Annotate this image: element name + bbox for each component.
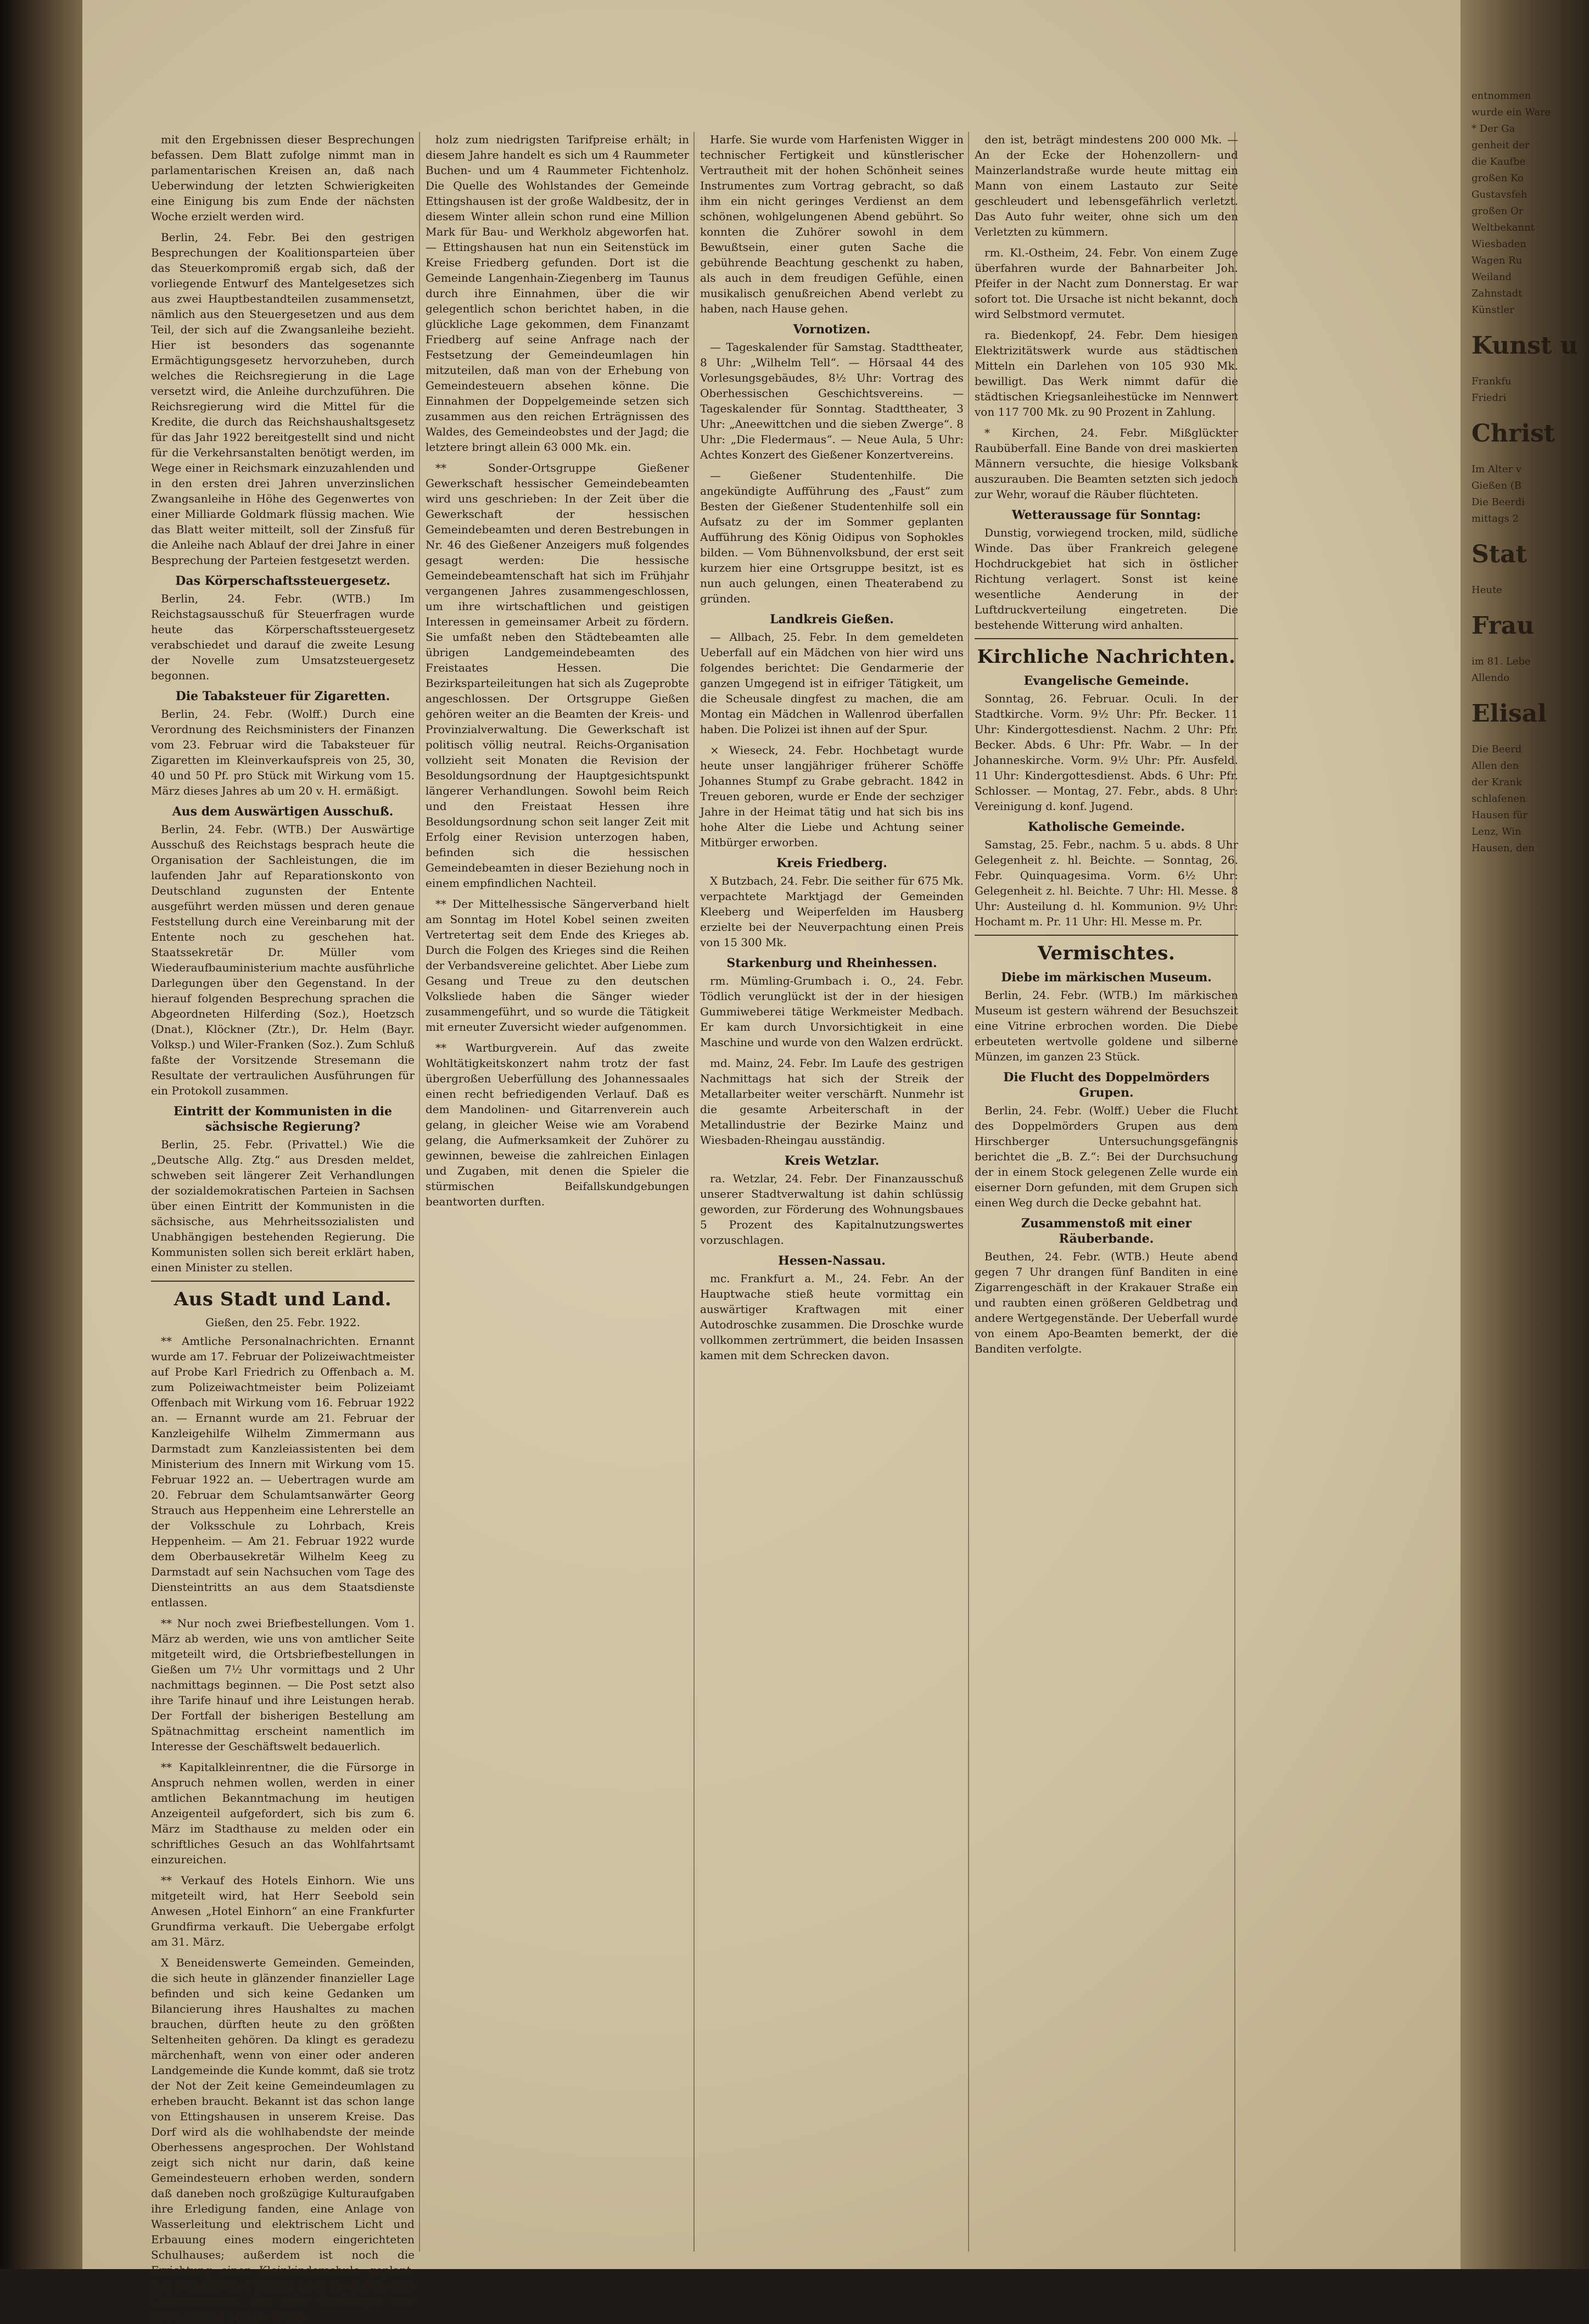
article-heading: Wetteraussage für Sonntag:: [1011, 508, 1201, 522]
article: Berlin, 24. Febr. Bei den gestrigen Besprechungen der Koalitionsparteien über das Steuerkompromiß ergab sich, daß der vorliegende Entwurf des Mantelgesetzes sich aus zwei Hauptbestandteilen zusammensetzt, nämlich aus den Steuergesetzen und aus dem Teil, der sich auf die Zwangsanleihe bezieht. Hier ist besonders das sogenannte Ermächtigungsgesetz hervorzuheben, durch welches die Reichsregierung in die Lage versetzt wird, die Anleihe durchzuführen. Die Reichsregierung wird die Mittel für die Kredite, die durch das Reichshaushaltsgesetz für das Jahr 1922 bereitgestellt sind und nicht für die Verkehrsanstalten benötigt werden, im Wege einer in Reichsmark einzuzahlenden und in den ersten drei Jahren unverzinslichen Zwangsanleihe in Höhe des Gegenwertes von einer Milliarde Goldmark flüssig machen. Wie das Blatt weiter mitteilt, soll der Zinsfuß für die Anleihe nach Ablauf der drei Jahre in einer Besprechung der Parteien festgesetzt werden.: [151, 231, 415, 567]
section-divider: [975, 935, 1238, 936]
fragment-line: genheit der: [1471, 139, 1530, 151]
fragment-line: die Kaufbe: [1471, 156, 1526, 167]
fragment-line: Heute: [1471, 584, 1502, 596]
article: ra. Wetzlar, 24. Febr. Der Finanzausschuß unserer Stadtverwaltung ist dahin schlüssig geworden, zur Förderung des Wohnungsbaues 5 Prozent des Kapitalnutzungswertes vorzuschlagen.: [700, 1172, 964, 1247]
dateline: Gießen, den 25. Febr. 1922.: [205, 1316, 360, 1329]
fragment-line: Wagen Ru: [1471, 255, 1523, 266]
fragment-line: Allendo: [1471, 672, 1510, 684]
article: — Allbach, 25. Febr. In dem gemeldeten Ueberfall auf ein Mädchen von hier wird uns folgendes berichtet: Die Gendarmerie der ganzen Umgegend ist in eifriger Tätigkeit, um die Scheusale dingfest zu machen, die am Montag ein Mädchen in Wallenrod überfallen haben. Die Polizei ist ihnen auf der Spur.: [700, 630, 964, 736]
fragment-line: Die Beerdi: [1471, 496, 1525, 508]
article: ** Amtliche Personalnachrichten. Ernannt wurde am 17. Februar der Polizeiwachtmeister auf Probe Karl Friedrich zu Offenbach a. M. zum Polizeiwachtmeister beim Polizeiamt Offenbach mit Wirkung vom 16. Februar 1922 an. — Ernannt wurde am 21. Februar der Kanzleigehilfe Wilhelm Zimmermann aus Darmstadt zum Kanzleiassistenten bei dem Ministerium des Innern mit Wirkung vom 15. Februar 1922 an. — Uebertragen wurde am 20. Februar dem Schulamtsanwärter Georg Strauch aus Heppenheim eine Lehrerstelle an der Volksschule zu Lohrbach, Kreis Heppenheim. — Am 21. Februar 1922 wurde dem Oberbausekretär Wilhelm Keeg zu Darmstadt auf sein Nachsuchen vom Tage des Diensteintritts an aus dem Staatsdienste entlassen.: [151, 1334, 415, 1609]
book-binding-shadow: [0, 0, 82, 2269]
article: ** Verkauf des Hotels Einhorn. Wie uns mitgeteilt wird, hat Herr Seebold sein Anwesen „Hotel Einhorn“ an eine Frankfurter Grundfirma verkauft. Die Uebergabe erfolgt am 31. März.: [151, 1874, 415, 1948]
column-4: [975, 132, 1238, 2252]
article: Beuthen, 24. Febr. (WTB.) Heute abend gegen 7 Uhr drangen fünf Banditen in eine Zigarrengeschäft in der Krakauer Straße ein und raubten einen größeren Geldbetrag und andere Wertgegenstände. Der Ueberfall wurde von einem Apo-Beamten bemerkt, der die Banditen verfolgte.: [975, 1250, 1238, 1355]
fragment-line: im 81. Lebe: [1471, 656, 1531, 667]
fragment-line: schlafenen: [1471, 793, 1526, 805]
article: * Kirchen, 24. Febr. Mißglückter Raubüberfall. Eine Bande von drei maskierten Männern versuchte, die hiesige Volksbank auszurauben. Die Beamten setzten sich jedoch zur Wehr, worauf die Räuber flüchteten.: [975, 426, 1238, 501]
newspaper-page: [82, 88, 1466, 2323]
fragment-line: Zahnstadt: [1471, 288, 1523, 299]
article: ** Kapitalkleinrentner, die die Fürsorge in Anspruch nehmen wollen, werden in einer amtlichen Bekanntmachung im heutigen Anzeigenteil aufgefordert, sich bis zum 6. März im Stadthause zu melden oder ein schriftliches Gesuch an das Wohlfahrtsamt einzureichen.: [151, 1761, 415, 1866]
fragment-line: großen Or: [1471, 205, 1524, 217]
adjacent-page-fragments: [1471, 88, 1581, 2230]
article-heading: Zusammenstoß mit einer Räuberbande.: [1021, 1216, 1192, 1246]
fragment-line: mittags 2: [1471, 513, 1519, 524]
fragment-line: Kunst u: [1471, 332, 1578, 360]
article: Samstag, 25. Febr., nachm. 5 u. abds. 8 Uhr Gelegenheit z. hl. Beichte. — Sonntag, 26. Febr. Quinquagesima. Vorm. 6½ Uhr: Gelegenheit z. hl. Beichte. 7 Uhr: Hl. Messe. 8 Uhr: Austeilung d. hl. Kommunion. 9½ Uhr: Hochamt m. Pr. 11 Uhr: Hl. Messe m. Pr.: [975, 838, 1238, 928]
article-heading: Kreis Wetzlar.: [784, 1154, 880, 1168]
article: ra. Biedenkopf, 24. Febr. Dem hiesigen Elektrizitätswerk wurde aus städtischen Mitteln ein Darlehen von 105 930 Mk. bewilligt. Das Werk nimmt dafür die städtischen Kriegsanleihestücke im Nennwert von 117 700 Mk. zu 90 Prozent in Zahlung.: [975, 328, 1238, 418]
article: Berlin, 24. Febr. (WTB.) Der Auswärtige Ausschuß des Reichstags besprach heute die Organisation der Sachleistungen, die im laufenden Jahr auf Reparationskonto von Deutschland zugunsten der Entente ausgeführt werden müssen und deren genaue Feststellung durch eine Vereinbarung mit der Entente noch zu geschehen hat. Staatssekretär Dr. Müller vom Wiederaufbauministerium machte ausführliche Darlegungen über den Gegenstand. In der hierauf folgenden Besprechung sprachen die Abgeordneten Hilferding (Soz.), Hoetzsch (Dnat.), Klöckner (Ztr.), Dr. Helm (Bayr. Volksp.) und Wiler-Franken (Soz.). Zum Schluß faßte der Vorsitzende Stresemann die Resultate der vertraulichen Ausführungen für ein Protokoll zusammen.: [151, 823, 415, 1097]
article: rm. Mümling-Grumbach i. O., 24. Febr. Tödlich verunglückt ist der in der hiesigen Gummiweberei tätige Werkmeister Medbach. Er kam durch Unvorsichtigkeit in eine Maschine und wurde von den Walzen erdrückt.: [700, 974, 964, 1049]
fragment-line: Frankfu: [1471, 376, 1512, 387]
fragment-line: Gießen (B: [1471, 480, 1522, 491]
fragment-line: großen Ko: [1471, 172, 1524, 184]
article-heading: Die Tabaksteuer für Zigaretten.: [175, 689, 390, 703]
section-divider: [975, 638, 1238, 639]
fragment-line: Lenz, Win: [1471, 826, 1521, 837]
column-rule: [968, 132, 969, 2252]
section-title: Vermischtes.: [1037, 942, 1176, 964]
article-subheading: Evangelische Gemeinde.: [1023, 674, 1189, 688]
article-heading: Die Flucht des Doppelmörders Grupen.: [1003, 1070, 1210, 1100]
fragment-line: Wiesbaden: [1471, 238, 1526, 250]
article-heading: Kreis Friedberg.: [776, 856, 887, 870]
article: Sonntag, 26. Februar. Oculi. In der Stadtkirche. Vorm. 9½ Uhr: Pfr. Becker. 11 Uhr: Kindergottesdienst. Nachm. 2 Uhr: Pfr. Becker. Abds. 6 Uhr: Pfr. Wabr. — In der Johanneskirche. Vorm. 9½ Uhr: Pfr. Ausfeld. 11 Uhr: Kindergottesdienst. Abds. 6 Uhr: Pfr. Schlosser. — Montag, 27. Febr., abds. 8 Uhr: Vereinigung d. konf. Jugend.: [975, 692, 1238, 813]
article: holz zum niedrigsten Tarifpreise erhält; in diesem Jahre handelt es sich um 4 Raummeter Buchen- und um 4 Raummeter Fichtenholz. Die Quelle des Wohlstandes der Gemeinde Ettingshausen ist der große Waldbesitz, der in diesem Winter allein schon rund eine Million Mark für Bau- und Werkholz abgeworfen hat. — Ettingshausen hat nun ein Seitenstück im Kreise Friedberg gefunden. Dort ist die Gemeinde Langenhain-Ziegenberg im Taunus durch ihre Einnahmen, über die wir gelegentlich schon berichtet haben, in die glückliche Lage gekommen, dem Finanzamt Friedberg auf seine Anfrage nach der Festsetzung der Gemeindeumlagen hin mitzuteilen, daß man von der Erhebung von Gemeindesteuern absehen könne. Die Einnahmen der Doppelgemeinde setzen sich zusammen aus den reichen Erträgnissen des Waldes, des Gemeindeobstes und der Jagd; die letztere bringt allein 63 000 Mk. ein.: [426, 133, 689, 454]
section-title: Kirchliche Nachrichten.: [977, 646, 1236, 668]
article: ** Sonder-Ortsgruppe Gießener Gewerkschaft hessischer Gemeindebeamten wird uns geschrieben: In der Zeit über die Gewerkschaft der hessischen Gemeindebeamten und deren Bestrebungen in Nr. 46 des Gießener Anzeigers muß folgendes gesagt werden: Die hessische Gemeindebeamtenschaft hat sich im Frühjahr vergangenen Jahres zusammengeschlossen, um ihre wirtschaftlichen und geistigen Interessen in gemeinsamer Arbeit zu fördern. Sie umfaßt neben den Städtebeamten alle übrigen Landgemeindebeamten des Freistaates Hessen. Die Bezirksparteileitungen hat sich als Zugeprobte angeschlossen. Der Ortsgruppe Gießen gehören weiter an die Beamten der Kreis- und Provinzialverwaltung. Die Gewerkschaft ist politisch völlig neutral. Reichs-Organisation vollzieht seit Monaten die Revision der Besoldungsordnung der Hauptgesichtspunkt längerer Verhandlungen. Sowohl beim Reich und den Freistaat Hessen ihre Besoldungsordnung schon seit langer Zeit mit Erfolg einer Revision unterzogen haben, befinden sich die hessischen Gemeindebeamten in dieser Beziehung noch in einem empfindlichen Nachteil.: [426, 461, 689, 890]
article: mc. Frankfurt a. M., 24. Febr. An der Hauptwache stieß heute vormittag ein auswärtiger Kraftwagen mit einer Autodroschke zusammen. Die Droschke wurde vollkommen zertrümmert, die beiden Insassen kamen mit dem Schrecken davon.: [700, 1272, 964, 1362]
article-heading: Aus dem Auswärtigen Ausschuß.: [172, 805, 394, 819]
article: Berlin, 25. Febr. (Privattel.) Wie die „Deutsche Allg. Ztg.“ aus Dresden meldet, schweben seit längerer Zeit Verhandlungen der sozialdemokratischen Parteien in Sachsen über einen Eintritt der Kommunisten in die sächsische, aus Mehrheitssozialisten und Unabhängigen bestehenden Regierung. Die Kommunisten sollen sich bereit erklärt haben, einen Minister zu stellen.: [151, 1138, 415, 1274]
fragment-line: entnommen: [1471, 90, 1531, 102]
fragment-line: Gustavsfeh: [1471, 189, 1528, 200]
article-heading: Eintritt der Kommunisten in die sächsische Regierung?: [173, 1104, 392, 1134]
section-divider: [151, 1281, 415, 1282]
column-1: [151, 132, 415, 2323]
fragment-line: der Krank: [1471, 776, 1522, 788]
article: Berlin, 24. Febr. (Wolff.) Ueber die Flucht des Doppelmörders Grupen aus dem Hirschberger Untersuchungsgefängnis berichtet die „B. Z.“: Bei der Durchsuchung der in einem Stock gelegenen Zelle wurde ein eiserner Dorn gefunden, mit dem Grupen sich einen Weg durch die Decke gebahnt hat.: [975, 1104, 1238, 1209]
article: rm. Kl.-Ostheim, 24. Febr. Von einem Zuge überfahren wurde der Bahnarbeiter Joh. Pfeifer in der Nacht zum Donnerstag. Er war sofort tot. Die Ursache ist nicht bekannt, doch wird Selbstmord vermutet.: [975, 246, 1238, 321]
article: Harfe. Sie wurde vom Harfenisten Wigger in technischer Fertigkeit und künstlerischer Vertrautheit mit der hohen Schönheit seines Instrumentes zum Vortrag gebracht, so daß ihm ein nicht geringes Verdienst an dem schönen, wohlgelungenen Abend gebührt. So konnten die Zuhörer sowohl in dem Bewußtsein, einer guten Sache die gebührende Beachtung geschenkt zu haben, als auch in dem freudigen Gefühle, einen musikalisch genußreichen Abend verlebt zu haben, nach Hause gehen.: [700, 133, 964, 315]
article: den ist, beträgt mindestens 200 000 Mk. — An der Ecke der Hohenzollern- und Mainzerlandstraße wurde heute mittag ein Mann von einem Lastauto zur Seite geschleudert und lebensgefährlich verletzt. Das Auto fuhr weiter, ohne sich um den Verletzten zu kümmern.: [975, 133, 1238, 238]
article: Berlin, 24. Febr. (WTB.) Im märkischen Museum ist gestern während der Besuchszeit eine Vitrine erbrochen worden. Die Diebe erbeuteten wertvolle goldene und silberne Münzen, im ganzen 23 Stück.: [975, 988, 1238, 1063]
fragment-line: Allen den: [1471, 760, 1519, 772]
article-heading: Landkreis Gießen.: [770, 612, 894, 627]
article: ** Wartburgverein. Auf das zweite Wohltätigkeitskonzert nahm trotz der fast übergroßen Ueberfüllung des Johannessaales einen recht befriedigenden Verlauf. Daß es dem Mandolinen- und Gitarrenverein auch gelang, in gleicher Weise wie am Vorabend gelang, die Aufmerksamkeit der Zuhörer zu gewinnen, beweise die zahlreichen Einlagen und Zugaben, mit denen die Spieler die stürmischen Beifallskundgebungen beantworten durften.: [426, 1041, 689, 1208]
article-subheading: Diebe im märkischen Museum.: [1001, 970, 1212, 985]
article: X Beneidenswerte Gemeinden. Gemeinden, die sich heute in glänzender finanzieller Lage befinden und sich keine Gedanken um Bilancierung ihres Haushaltes zu machen brauchen, dürften heute zu den größten Seltenheiten gehören. Da klingt es geradezu märchenhaft, wenn von einer oder anderen Landgemeinde die Kunde kommt, daß sie trotz der Not der Zeit keine Gemeindeumlagen zu erheben braucht. Bekannt ist das schon lange von Ettingshausen in unserem Kreise. Das Dorf wird als die wohlhabendste der meinde Oberhessens angesprochen. Der Wohlstand zeigt sich nicht nur darin, daß keine Gemeindesteuern erhoben werden, sondern daß daneben noch großzügige Kulturaufgaben ihre Erledigung fanden, eine Anlage von Wasserleitung und elektrischem Licht und Erbauung eines modern eingerichteten Schulhauses; außerdem ist noch die Errichtung einer Kleinkinderschule geplant. Zur Steuerfreiheit kommt noch die angenehme Ueberraschung, daß jeder Ortsbürger eine beträchtliche Menge Brenn-: [151, 1956, 415, 2323]
fragment-line: Weltbekannt: [1471, 222, 1535, 233]
section-title: Aus Stadt und Land.: [174, 1288, 392, 1310]
article-heading: Vornotizen.: [793, 322, 871, 337]
article-heading: Das Körperschaftssteuergesetz.: [175, 574, 390, 588]
fragment-line: Hausen für: [1471, 809, 1528, 821]
article: ** Nur noch zwei Briefbestellungen. Vom 1. März ab werden, wie uns von amtlicher Seite mitgeteilt wird, die Ortsbriefbestellungen in Gießen um 7½ Uhr vormittags und 2 Uhr nachmittags beginnen. — Die Post setzt also ihre Tarife hinauf und ihre Leistungen herab. Der Fortfall der bisherigen Bestellung am Spätnachmittag erscheint namentlich im Interesse der Geschäftswelt bedauerlich.: [151, 1617, 415, 1753]
fragment-line: wurde ein Ware: [1471, 107, 1551, 118]
article: md. Mainz, 24. Febr. Im Laufe des gestrigen Nachmittags hat sich der Streik der Metallarbeiter weiter verschärft. Nunmehr ist die gesamte Arbeiterschaft in der Metallindustrie der Bezirke Mainz und Wiesbaden-Rheingau ausständig.: [700, 1057, 964, 1147]
article: mit den Ergebnissen dieser Besprechungen befassen. Dem Blatt zufolge nimmt man in parlamentarischen Kreisen an, daß nach Ueberwindung der letzten Schwierigkeiten eine Einigung bis zum Ende der nächsten Woche erzielt werden wird.: [151, 133, 415, 223]
article-heading: Starkenburg und Rheinhessen.: [726, 956, 937, 970]
fragment-line: Hausen, den: [1471, 842, 1535, 854]
column-rule: [419, 132, 420, 2252]
fragment-line: Christ: [1471, 420, 1556, 448]
column-2: [426, 132, 689, 2252]
fragment-line: Stat: [1471, 540, 1527, 568]
fragment-line: Die Beerd: [1471, 744, 1522, 755]
article: Berlin, 24. Febr. (Wolff.) Durch eine Verordnung des Reichsministers der Finanzen vom 23. Februar wird die Tabaksteuer für Zigaretten im Kleinverkaufspreis von 25, 30, 40 und 50 Pf. pro Stück mit Wirkung vom 15. März dieses Jahres ab um 20 v. H. ermäßigt.: [151, 707, 415, 797]
fragment-line: Weiland: [1471, 271, 1512, 283]
article: ** Der Mittelhessische Sängerverband hielt am Sonntag im Hotel Kobel seinen zweiten Vertretertag seit dem Ende des Krieges ab. Durch die Folgen des Krieges sind die Reihen der Verbandsvereine gelichtet. Aber Liebe zum Gesang und Treue zu den deutschen Volksliede haben die Sänger wieder zusammengeführt, und so wurde die Tätigkeit mit erneuter Zuversicht wieder aufgenommen.: [426, 897, 689, 1033]
fragment-line: Friedri: [1471, 392, 1507, 404]
fragment-line: Im Alter v: [1471, 463, 1522, 475]
fragment-line: Frau: [1471, 612, 1535, 640]
fragment-line: Künstler: [1471, 304, 1514, 316]
article: X Butzbach, 24. Febr. Die seither für 675 Mk. verpachtete Marktjagd der Gemeinden Kleeberg und Weiperfelden im Hausberg erzielte bei der Neuverpachtung einen Preis von 15 300 Mk.: [700, 874, 964, 949]
article-subheading: Katholische Gemeinde.: [1028, 820, 1185, 834]
article: Dunstig, vorwiegend trocken, mild, südliche Winde. Das über Frankreich gelegene Hochdruckgebiet hat sich in östlicher Richtung verlagert. Sonst ist keine wesentliche Aenderung in der Luftdruckverteilung eingetreten. Die bestehende Witterung wird anhalten.: [975, 526, 1238, 632]
article: × Wieseck, 24. Febr. Hochbetagt wurde heute unser langjähriger früherer Schöffe Johannes Stumpf zu Grabe gebracht. 1842 in Treuen geboren, wurde er Ende der sechziger Jahre in der Heimat tätig und hat sich bis ins hohe Alter die Liebe und Achtung seiner Mitbürger erworben.: [700, 744, 964, 849]
article: — Tageskalender für Samstag. Stadttheater, 8 Uhr: „Wilhelm Tell“. — Hörsaal 44 des Vorlesungsgebäudes, 8½ Uhr: Vortrag des Oberhessischen Geschichtsvereins. — Tageskalender für Sonntag. Stadttheater, 3 Uhr: „Aneewittchen und die sieben Zwerge“. 8 Uhr: „Die Fledermaus“. — Neue Aula, 5 Uhr: Achtes Konzert des Gießener Konzertvereins.: [700, 340, 964, 461]
column-rule: [693, 132, 695, 2252]
fragment-line: Elisal: [1471, 700, 1547, 728]
article: — Gießener Studentenhilfe. Die angekündigte Aufführung des „Faust“ zum Besten der Gießener Studentenhilfe soll ein Aufsatz zu der im Sommer geplanten Aufführung des König Oidipus von Sophokles bilden. — Vom Bühnenvolksbund, der erst seit kurzem hier eine Ortsgruppe besitzt, ist es nun auch gelungen, einen Theaterabend zu gründen.: [700, 469, 964, 605]
fragment-line: * Der Ga: [1471, 123, 1515, 135]
article-heading: Hessen-Nassau.: [778, 1254, 886, 1268]
column-3: [700, 132, 964, 2252]
article: Berlin, 24. Febr. (WTB.) Im Reichstagsausschuß für Steuerfragen wurde heute das Körperschaftssteuergesetz verabschiedet und darauf die zweite Lesung der Novelle zum Umsatzsteuergesetz begonnen.: [151, 592, 415, 682]
